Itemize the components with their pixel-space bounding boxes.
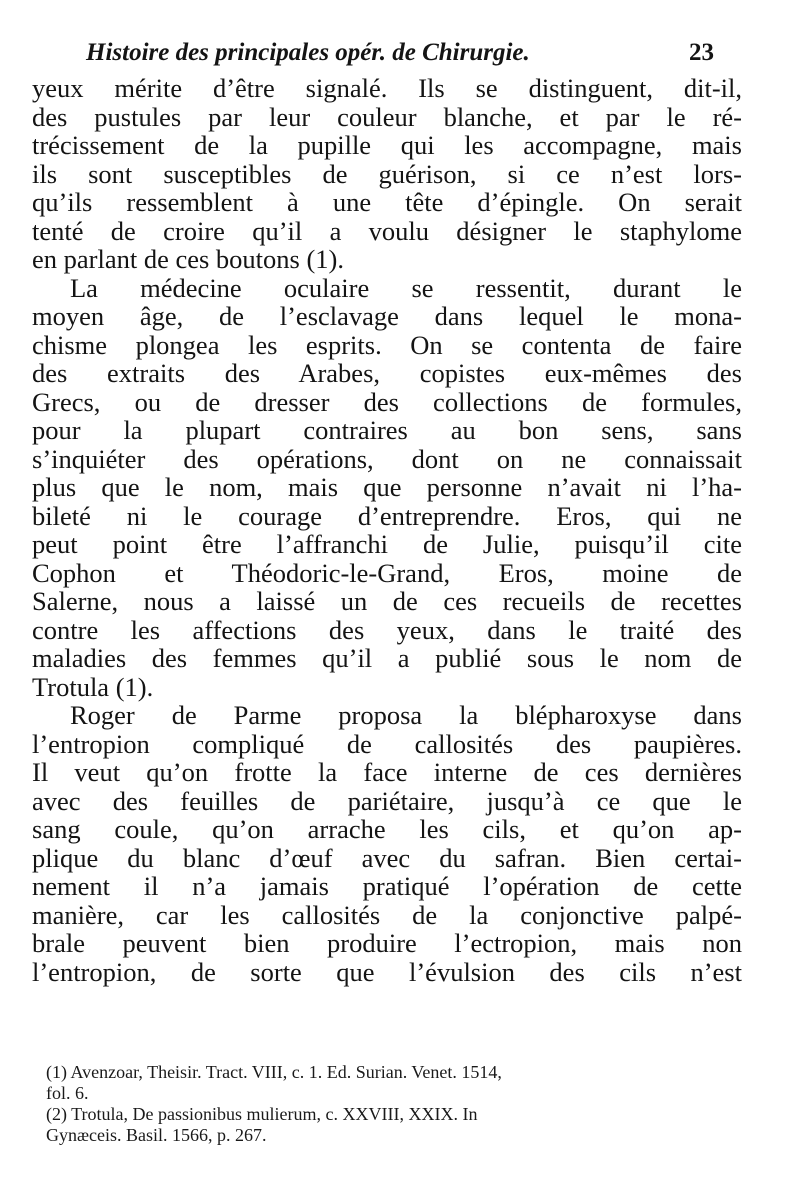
text-line: l’entropion compliqué de callosités des paupières. [32, 728, 742, 759]
text-line: Trotula (1). [32, 671, 154, 702]
text-line: avec des feuilles de pariétaire, jusqu’à ce que le [32, 785, 742, 816]
text-line: nement il n’a jamais pratiqué l’opération de cette [32, 871, 742, 901]
footnote-line: (1) Avenzoar, Theisir. Tract. VIII, c. 1. Ed. Surian. Venet. 1514, [46, 1062, 502, 1082]
text-line: peut point être l’affranchi de Julie, puisqu’il cite [32, 529, 742, 559]
running-title: Histoire des principales opér. de Chirurgie. [86, 39, 530, 66]
book-page [32, 30, 742, 1170]
text-line: s’inquiéter des opérations, dont on ne connaissait [32, 443, 742, 474]
text-line: tenté de croire qu’il a voulu désigner le staphylome [32, 215, 742, 246]
text-line: des extraits des Arabes, copistes eux-mêmes des [32, 358, 742, 388]
footnote [46, 1104, 746, 1146]
text-line: contre les affections des yeux, dans le traité des [32, 614, 742, 645]
text-line: sang coule, qu’on arrache les cils, et qu’on ap- [32, 814, 742, 844]
text-line: l’entropion, de sorte que l’évulsion des cils n’est [32, 956, 742, 987]
text-line: manière, car les callosités de la conjonctive palpé- [32, 899, 742, 930]
footnote [46, 1062, 746, 1104]
text-line: Salerne, nous a laissé un de ces recueils de recettes [32, 586, 742, 616]
text-line: Roger de Parme proposa la blépharoxyse dans [70, 700, 742, 730]
page-number: 23 [689, 39, 714, 66]
text-line: bileté ni le courage d’entreprendre. Eros, qui ne [32, 500, 742, 531]
body-text [32, 74, 742, 986]
running-head [86, 34, 722, 74]
footnote-line: Gynæceis. Basil. 1566, p. 267. [46, 1125, 267, 1145]
text-line: des pustules par leur couleur blanche, et par le ré- [32, 101, 742, 132]
text-line: trécissement de la pupille qui les accompagne, mais [32, 130, 742, 160]
text-line: Cophon et Théodoric-le-Grand, Eros, moine de [32, 557, 742, 588]
text-line: Il veut qu’on frotte la face interne de ces dernières [32, 757, 742, 787]
text-line: plique du blanc d’œuf avec du safran. Bien certai- [32, 842, 742, 873]
footnotes [46, 1062, 746, 1146]
footnote-line: fol. 6. [46, 1083, 89, 1103]
text-line: Grecs, ou de dresser des collections de formules, [32, 386, 742, 417]
text-line: maladies des femmes qu’il a publié sous le nom de [32, 643, 742, 673]
text-line: yeux mérite d’être signalé. Ils se distinguent, dit-il, [32, 73, 742, 103]
text-line: plus que le nom, mais que personne n’avait ni l’ha- [32, 472, 742, 502]
text-line: en parlant de ces boutons (1). [32, 244, 345, 274]
text-line: qu’ils ressemblent à une tête d’épingle. On serait [32, 187, 742, 217]
text-line: chisme plongea les esprits. On se contenta de faire [32, 329, 742, 360]
text-line: La médecine oculaire se ressentit, durant le [70, 272, 742, 303]
text-line: ils sont susceptibles de guérison, si ce n’est lors- [32, 158, 742, 189]
text-line: moyen âge, de l’esclavage dans lequel le mona- [32, 301, 742, 331]
footnote-line: (2) Trotula, De passionibus mulierum, c. XXVIII, XXIX. In [46, 1104, 478, 1124]
text-line: pour la plupart contraires au bon sens, sans [32, 415, 742, 445]
text-line: brale peuvent bien produire l’ectropion, mais non [32, 928, 742, 958]
